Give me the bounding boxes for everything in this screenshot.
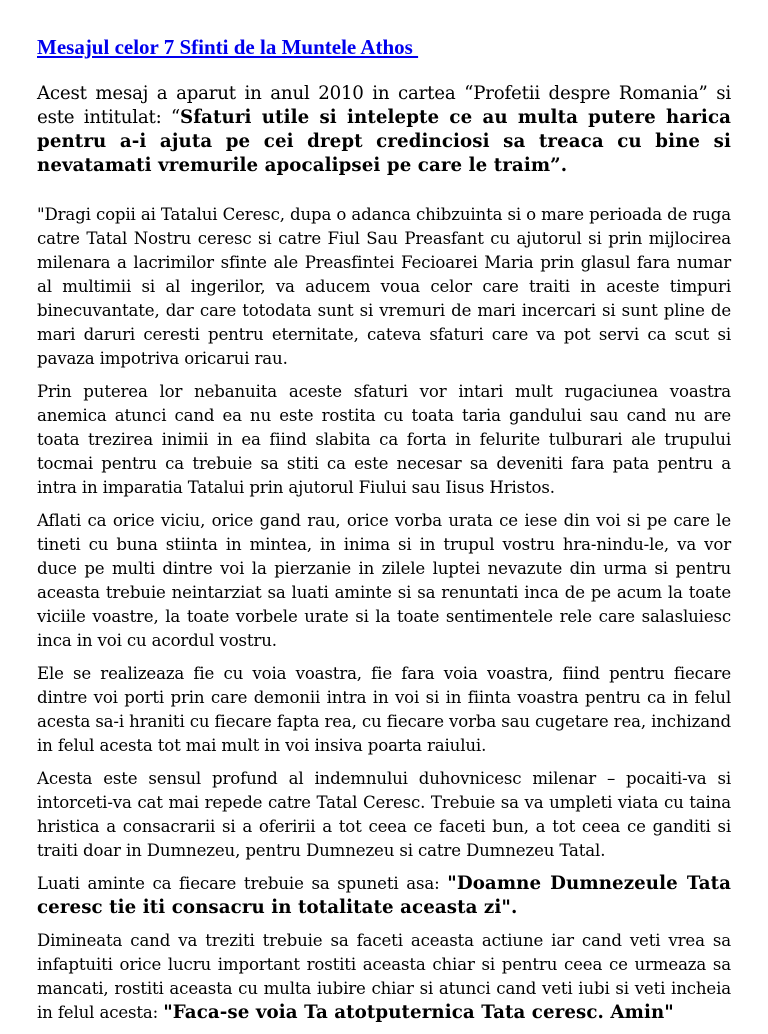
consecration-paragraph — [37, 872, 731, 920]
intro-text: Acest mesaj a aparut in anul 2010 in cartea “Profetii despre Romania” si este intitulat: “ — [37, 83, 731, 128]
body-paragraph-5: Acesta este sensul profund al indemnului duhovnicesc milenar – pocaiti-va si intorceti-va cat mai repede catre Tatal Ceresc. Trebuie sa va umpleti viata cu taina hristica a consacrarii si a oferirii a tot ceea ce faceti bun, a tot ceea ce ganditi si traiti doar in Dumnezeu, pentru Dumnezeu si catre Dumnezeu Tatal. — [37, 769, 731, 860]
document-title-link[interactable]: Mesajul celor 7 Sfinti de la Muntele Athos — [37, 35, 419, 59]
body-paragraph-1: "Dragi copii ai Tatalui Ceresc, dupa o adanca chibzuinta si o mare perioada de ruga catre Tatal Nostru ceresc si catre Fiul Sau Preasfant cu ajutorul si prin mijlocirea milenara a lacrimilor sfinte ale Preasfintei Fecioarei Maria prin glasul fara numar al multimii si al ingerilor, va aducem voua celor care traiti in aceste timpuri binecuvantate, dar care totodata sunt si vremuri de mari incercari si sunt pline de mari daruri ceresti pentru eternitate, cateva sfaturi care va pot servi ca scut si pavaza impotriva oricarui rau. — [37, 205, 731, 368]
closing-paragraph — [37, 929, 731, 1025]
closing-prayer: "Faca-se voia Ta atotputernica Tata ceresc. Amin" — [163, 1002, 674, 1023]
document-page — [37, 34, 731, 1034]
body-paragraph-2: Prin puterea lor nebanuita aceste sfaturi vor intari mult rugaciunea voastra anemica atunci cand ea nu este rostita cu toata taria gandului sau cand nu are toata trezirea inimii in ea fiind slabita ca forta in felurite tulburari ale trupului tocmai pentru ca trebuie sa stiti ca este necesar sa deveniti fara pata pentru a intra in imparatia Tatalui prin ajutorul Fiului sau Iisus Hristos. — [37, 382, 731, 497]
consecration-prayer: "Doamne Dumnezeule Tata ceresc tie iti consacru in totalitate aceasta zi". — [37, 873, 731, 918]
consecration-text: Luati aminte ca fiecare trebuie sa spuneti asa: — [37, 874, 448, 893]
body-paragraph-3: Aflati ca orice viciu, orice gand rau, orice vorba urata ce iese din voi si pe care le tineti cu buna stiinta in mintea, in inima si in trupul vostru hra-nindu-le, va vor duce pe multi dintre voi la pierzanie in zilele luptei nevazute din urma si pentru aceasta trebuie neintarziat sa luati aminte si sa renuntati inca de pe acum la toate viciile voastre, la toate vorbele urate si la toate sentimentele rele care salasluiesc inca in voi cu acordul vostru. — [37, 511, 731, 650]
closing-text: Dimineata cand va treziti trebuie sa faceti aceasta actiune iar cand veti vrea sa infaptuiti orice lucru important rostiti aceasta chiar si pentru ceea ce urmeaza sa mancati, rostiti aceasta cu multa iubire chiar si atunci cand veti iubi si veti incheia in felul acesta: — [37, 931, 731, 1022]
intro-paragraph — [37, 82, 731, 178]
intro-bold-quote: Sfaturi utile si intelepte ce au multa putere harica pentru a-i ajuta pe cei drept credinciosi sa treaca cu bine si nevatamati vremurile apocalipsei pe care le traim”. — [37, 107, 731, 176]
body-paragraph-4: Ele se realizeaza fie cu voia voastra, fie fara voia voastra, fiind pentru fiecare dintre voi porti prin care demonii intra in voi si in fiinta voastra pentru ca in felul acesta sa-i hraniti cu fiecare fapta rea, cu fiecare vorba sau cugetare rea, inchizand in felul acesta tot mai mult in voi insiva poarta raiului. — [37, 664, 731, 755]
